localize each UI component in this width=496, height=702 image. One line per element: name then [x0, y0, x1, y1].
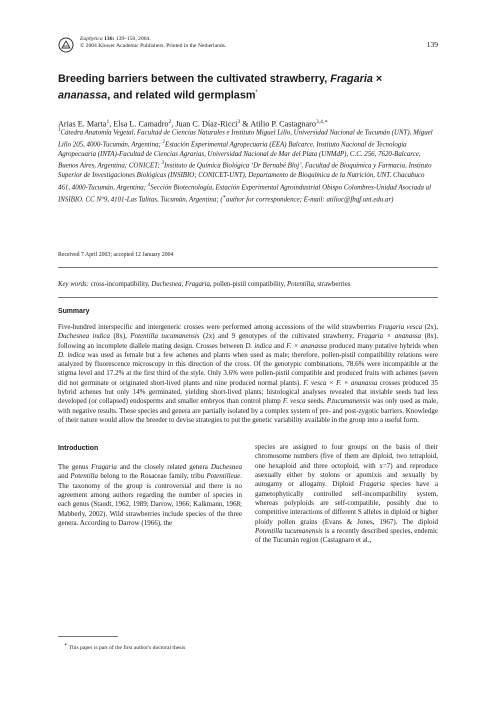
intro-run: is a recently described species, endemic of the Tucumán region (Castagnaro et al.,: [255, 527, 438, 545]
summary-run: was only used as male, with negative results. These species and genera are partially isolated by a complex system of pre- and post-zygotic barriers. Knowledge of their nature would allow the breeder to devise strategies to put the genetic variability available in the group into a useful form.: [58, 397, 439, 424]
summary-run: (2x) and 9 genotypes of the cultivated strawberry,: [199, 332, 358, 341]
intro-taxon: Potentilla tucumanensis: [255, 527, 323, 536]
footnote-divider: [58, 636, 118, 637]
title-times-sign: ×: [375, 73, 383, 85]
summary-taxon: D. indica: [245, 341, 272, 350]
author-name: , Juan C. Díaz-Ricci: [171, 119, 238, 129]
author-name: & Atilio P. Castagnaro: [240, 119, 316, 129]
summary-taxon: Potentilla tucumanensis: [130, 332, 200, 341]
affil-text: Estación Experimental Agropecuaria (EEA) Balcarce, Instituto Nacional de Tecnología Agropecuaria (INTA)-Facultad de Ciencias Agrarias, Universidad Nacional de Mar del Plata (UNMdP), C.C. 256, 7620-Balcarce, Buenos Aires, Argentina; CONICET;: [58, 141, 421, 170]
intro-run: and: [58, 472, 71, 481]
summary-taxon: Duchesnea indica: [58, 332, 111, 341]
author-affil-mark: 3: [237, 119, 241, 125]
intro-taxon: Potentilla: [70, 472, 99, 481]
author-affil-mark: 2: [168, 119, 172, 125]
summary-run: and: [271, 341, 287, 350]
author-name: Arias E. Marta: [58, 119, 107, 129]
copyright-line: © 2004 Kluwer Academic Publishers. Printed in the Netherlands.: [80, 43, 227, 50]
page-number: 139: [426, 40, 438, 49]
summary-taxon: P.tucumanensis: [326, 397, 371, 406]
title-footnote-mark: *: [255, 90, 258, 96]
affil-text: Sección Biotecnología, Estación Experimental Agroindustrial Obispo Colombres-Unidad Asociada al INSIBIO. CC N°9, 4101-Las Talitas, Tucumán, Argentina; (: [58, 184, 432, 204]
affil-mark: 3: [161, 161, 164, 167]
footnote-text: This paper is part of the first author's doctoral thesis: [68, 644, 186, 651]
author-affil-mark: 1: [106, 119, 110, 125]
summary-run: (8x),: [110, 332, 131, 341]
affil-text: Instituto de Química Biológica ‘Dr Bernabé Bloj’, Facultad de Bioquímica y Farmacia, Instituto Superior de Investigaciones Biológicas (INSIBIO; CONICET-UNT), Departamento de Bioquímica de la Nutrición, UNT. Chacabuco 461, 4000-Tucumán, Argentina;: [58, 162, 432, 192]
keyword-text: , strawberries: [313, 281, 351, 288]
keyword-text: , pollen-pistil compatibility,: [209, 281, 288, 288]
affil-mark: 4: [147, 182, 151, 188]
affil-text: Cátedra Anatomía Vegetal, Facultad de Ciencias Naturales e Instituto Miguel Lillo, Universidad Nacional de Tucumán (UNT), Miguel Lillo 205, 4000-Tucumán, Argentina;: [58, 129, 433, 149]
keyword-taxon: Potentilla: [287, 281, 314, 288]
divider-keywords: [58, 297, 438, 298]
intro-run: species are assigned to four groups on the basis of their chromosome numbers (five of them are diploid, two tetraploid, one hexaploid and three octoploid, with x=7) and reproduce asexually either by stolons or apomixis and sexually by autogamy or allogamy. Diploid: [255, 443, 438, 489]
summary-taxon: F. vesca: [282, 397, 306, 406]
journal-masthead: [58, 36, 226, 53]
intro-taxon: Fragaria: [359, 480, 385, 489]
summary-run: crosses produced 35 hybrid achenes but only 14% germinated, yielding short-lived plants; histological analyses revealed that inviable seeds had less developed (or collapsed) endosperms and smaller embryos than control plump: [58, 378, 439, 406]
summary-taxon: D. indica: [58, 350, 85, 359]
title-genus: Fragaria: [330, 73, 373, 85]
title-text-end: , and related wild germplasm: [107, 89, 256, 102]
intro-run: The genus: [58, 463, 92, 471]
summary-text: [58, 323, 438, 425]
introduction-heading: Introduction: [58, 445, 99, 452]
intro-run: and the closely related genera: [116, 463, 211, 471]
publisher-logo: [58, 37, 74, 53]
divider-top: [58, 267, 438, 268]
affil-text: author for correspondence; E-mail: atilioc@fbqf.unt.edu.ar): [226, 196, 394, 204]
summary-taxon: Fragaria vesca: [378, 323, 423, 331]
intro-taxon: Potentilleae: [206, 472, 241, 481]
keyword-text: cross-incompatibility,: [88, 281, 152, 288]
intro-column-right: [255, 443, 438, 546]
intro-taxon: Fragaria: [91, 463, 117, 471]
summary-run: produced many putative hybrids when: [326, 341, 439, 350]
author-name: , Elsa L. Camadro: [109, 119, 169, 129]
footnote-mark: ∗: [64, 643, 68, 648]
title-text: Breeding barriers between the cultivated strawberry,: [58, 73, 328, 85]
keywords-label: Key words:: [58, 281, 89, 288]
intro-run: species have a gametophytically controlled self-incompatibility system, whereas polyploids are self-compatible, possibly due to competitive interactions of different S alleles in diploid or higher ploidy pollen grains (Evans & Jones, 1967). The diploid: [255, 480, 438, 526]
journal-pages: 139–150, 2004.: [115, 36, 151, 42]
affil-mark: 2: [162, 139, 166, 145]
summary-run: (8x), following an incomplete diallele mating design. Crosses between: [58, 332, 438, 350]
summary-run: (2x),: [422, 323, 438, 331]
summary-taxon: Fragaria × ananassa: [357, 332, 422, 341]
journal-citation: [80, 36, 226, 50]
affil-mark: 1: [58, 128, 61, 133]
keyword-taxon: Fragaria: [184, 281, 210, 288]
footnote: [64, 642, 185, 651]
author-affil-mark: 3,4,∗: [315, 119, 328, 125]
received-dates: Received 7 April 2003; accepted 12 January 2004: [58, 252, 174, 258]
summary-taxon: F. × ananassa: [286, 341, 327, 350]
keywords: [58, 280, 438, 289]
summary-taxon: F. vesca × F. × ananassa: [303, 378, 378, 387]
keyword-taxon: Duchesnea: [151, 281, 182, 288]
affil-mark: ∗: [222, 194, 227, 200]
affiliations: [58, 126, 438, 205]
summary-run: seeds.: [305, 397, 327, 406]
intro-run: . The taxonomy of the group is controversial and there is no agreement among authors regarding the number of species in each genus (Staudt, 1962, 1989; Darrow, 1966; Kalkmann, 1968; Mabberly, 2002). Wild strawberries include species of the three genera. According to Darrow (1966), the: [58, 472, 243, 528]
intro-taxon: Duchesnea: [210, 463, 242, 471]
summary-heading: Summary: [58, 308, 90, 315]
journal-name: Euphytica: [80, 36, 103, 42]
intro-run: belong to the Rosaceae family, tribu: [98, 472, 207, 481]
summary-run: was used as female but a few achenes and plants when used as male; therefore, pollen-pistil compatibility relations were analyzed by fluorescence microscopy in this direction of the cross. Of the genotypic combinations, 78.6% were incompatible at the stigma level and 17.2% at the first third of the style. Only 3.6% were pollen-pistil compatible and produced fruits with achenes (seven did not germinate or originated short-lived plants and nine produced normal plants).: [58, 350, 438, 387]
article-title: [58, 72, 438, 103]
title-species: ananassa: [58, 89, 108, 102]
summary-run: Five-hundred interspecific and intergeneric crosses were performed among accessions of the wild strawberries: [58, 323, 379, 331]
keyword-text: ,: [181, 281, 185, 288]
intro-column-left: [58, 463, 242, 528]
journal-volume: 136:: [104, 36, 115, 42]
